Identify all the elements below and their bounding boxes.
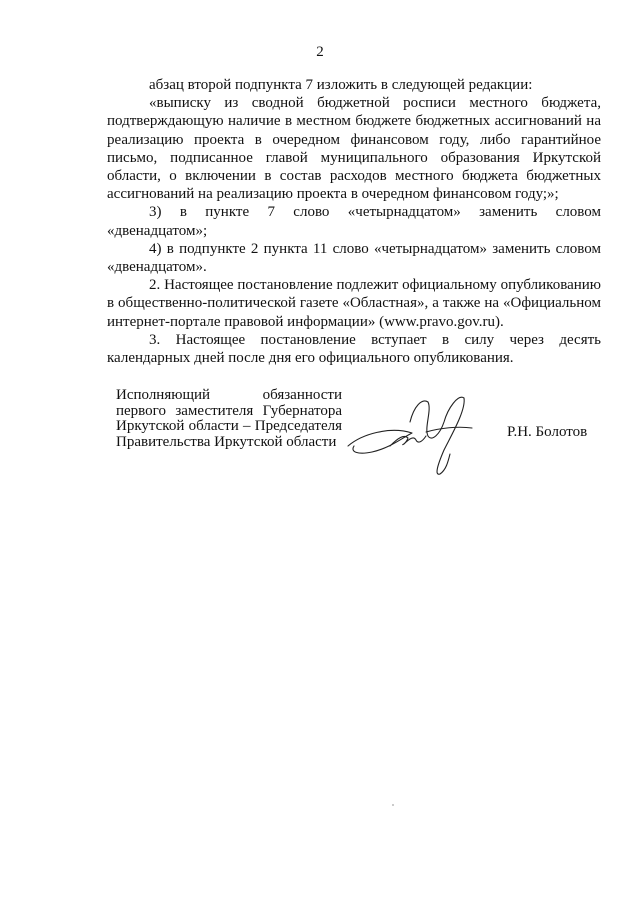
paragraph-amendment-intro: абзац второй подпункта 7 изложить в следующей редакции:: [149, 77, 533, 93]
paragraph-publication: 2. Настоящее постановление подлежит официальному опубликованию в общественно-политической газете «Областная», а также на «Официальном интернет-портале правовой информации» (www.pravo.gov.ru).: [107, 277, 601, 330]
paragraph-item-3: 3) в пункте 7 слово «четырнадцатом» заменить словом «двенадцатом»;: [107, 204, 601, 239]
signatory-position: Исполняющий обязанности первого заместителя Губернатора Иркутской области – Председателя Правительства Иркутской области: [116, 387, 342, 450]
page-number: 2: [316, 44, 324, 60]
paragraph-entry-into-force: 3. Настоящее постановление вступает в силу через десять календарных дней после дня его официального опубликования.: [107, 331, 601, 367]
paragraph-item-4: 4) в подпункте 2 пункта 11 слово «четырнадцатом» заменить словом «двенадцатом».: [107, 240, 601, 276]
handwritten-signature: [344, 388, 492, 478]
scan-speck: [392, 804, 394, 806]
paragraph-amendment-text: «выписку из сводной бюджетной росписи местного бюджета, подтверждающую наличие в местном бюджете бюджетных ассигнований на реализацию проекта в очередном финансовом году, либо гарантийное письмо, подписанное главой муниципального образования Иркутской области, о включении в состав расходов местного бюджета бюджетных ассигнований на реализацию проекта в очередном финансовом году;»;: [107, 95, 601, 203]
document-body: [107, 76, 601, 367]
signatory-name: Р.Н. Болотов: [507, 424, 588, 440]
